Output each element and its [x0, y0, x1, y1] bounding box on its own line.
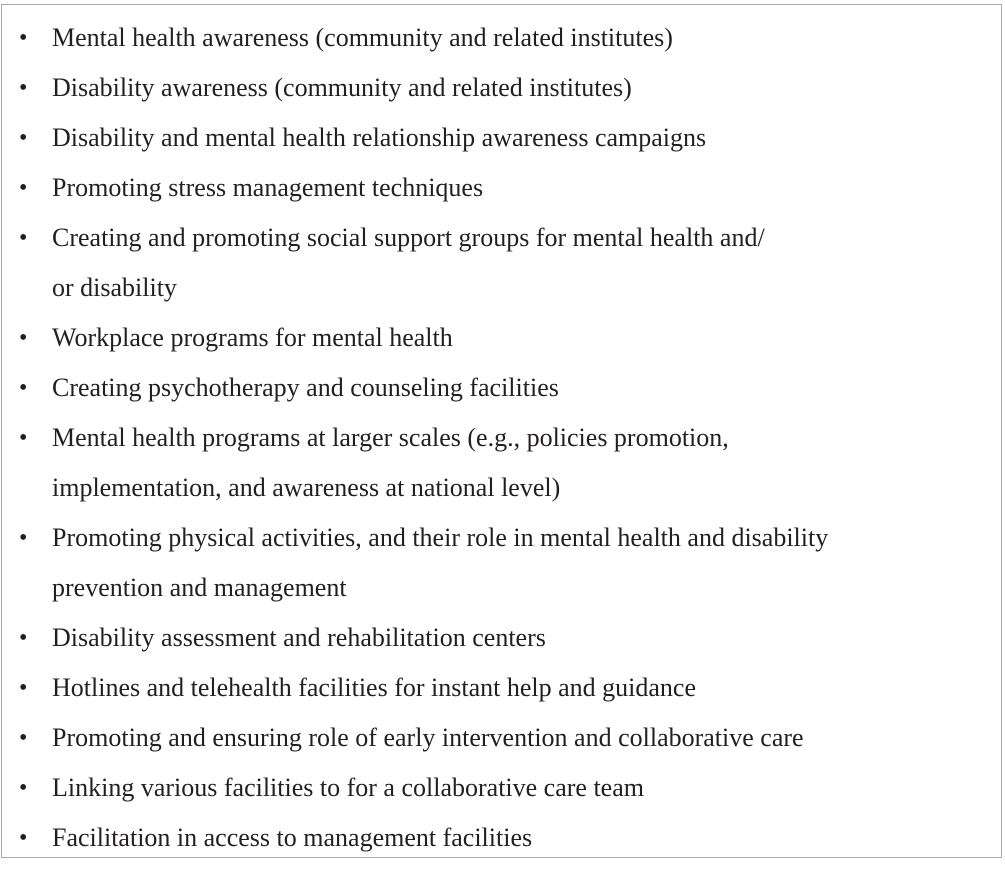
- list-item: [2, 363, 1001, 413]
- list-item-text: Disability and mental health relationship awareness campaigns: [52, 123, 707, 152]
- list-item-text: Promoting and ensuring role of early intervention and collaborative care: [52, 723, 804, 752]
- list-item: [2, 813, 1001, 863]
- list-item-text: Disability awareness (community and related institutes): [52, 73, 632, 102]
- bullet-icon: •: [19, 825, 28, 851]
- bullet-icon: •: [19, 725, 28, 751]
- list-item-text: Disability assessment and rehabilitation centers: [52, 623, 546, 652]
- list-item: [2, 113, 1001, 163]
- list-item-text: Hotlines and telehealth facilities for instant help and guidance: [52, 673, 697, 702]
- bullet-icon: •: [19, 225, 28, 251]
- list-item-text: Creating psychotherapy and counseling facilities: [52, 373, 559, 402]
- bullet-icon: •: [19, 25, 28, 51]
- bullet-icon: •: [19, 525, 28, 551]
- list-item-text: Workplace programs for mental health: [52, 323, 453, 352]
- bullet-icon: •: [19, 125, 28, 151]
- bullet-icon: •: [19, 175, 28, 201]
- list-item: [2, 713, 1001, 763]
- list-item: [2, 213, 1001, 313]
- bullet-icon: •: [19, 75, 28, 101]
- bullet-icon: •: [19, 675, 28, 701]
- recommendations-list: [2, 13, 1001, 863]
- bullet-icon: •: [19, 375, 28, 401]
- list-item-text: Facilitation in access to management facilities: [52, 823, 533, 852]
- list-item: [2, 763, 1001, 813]
- list-item-text: Mental health programs at larger scales (e.g., policies promotion, implementation, and awareness at national level): [52, 423, 729, 502]
- recommendations-box: [1, 4, 1002, 858]
- list-item: [2, 663, 1001, 713]
- list-item-text: Linking various facilities to for a collaborative care team: [52, 773, 644, 802]
- list-item: [2, 513, 1001, 613]
- list-item-text: Creating and promoting social support groups for mental health and/ or disability: [52, 223, 765, 302]
- list-item: [2, 13, 1001, 63]
- list-item: [2, 63, 1001, 113]
- list-item-text: Promoting stress management techniques: [52, 173, 484, 202]
- bullet-icon: •: [19, 625, 28, 651]
- bullet-icon: •: [19, 775, 28, 801]
- list-item: [2, 313, 1001, 363]
- list-item: [2, 163, 1001, 213]
- bullet-icon: •: [19, 325, 28, 351]
- list-item-text: Mental health awareness (community and related institutes): [52, 23, 673, 52]
- bullet-icon: •: [19, 425, 28, 451]
- list-item-text: Promoting physical activities, and their role in mental health and disability prevention and management: [52, 523, 829, 602]
- list-item: [2, 613, 1001, 663]
- list-item: [2, 413, 1001, 513]
